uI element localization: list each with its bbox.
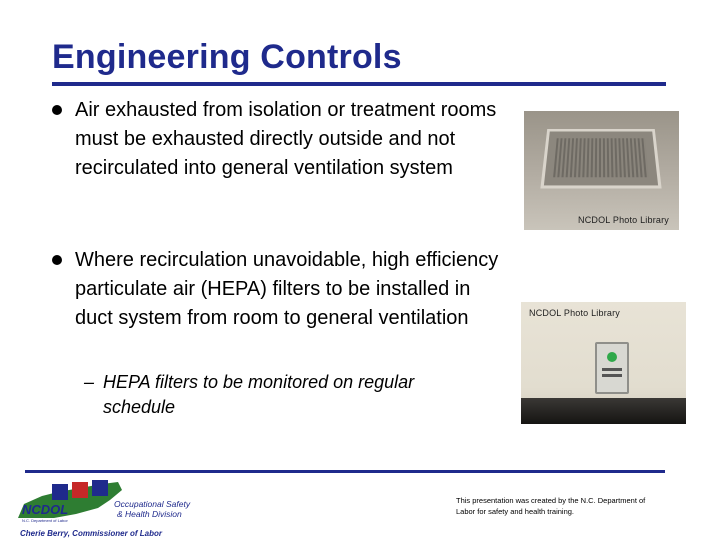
- svg-text:& Health Division: & Health Division: [117, 509, 182, 519]
- svg-text:N.C. Department of Labor: N.C. Department of Labor: [22, 518, 68, 523]
- bullet-2: [52, 246, 512, 333]
- photo-caption: NCDOL Photo Library: [529, 308, 621, 318]
- svg-text:NCDOL: NCDOL: [22, 502, 69, 517]
- photo-floor: [521, 398, 686, 424]
- svg-text:Cherie Berry, Commissioner of: Cherie Berry, Commissioner of Labor: [20, 529, 162, 538]
- switch-plate-photo: [521, 302, 686, 424]
- bullet-2-text: Where recirculation unavoidable, high efficiency particulate air (HEPA) filters to be installed in duct system from room to general ventilation: [75, 249, 499, 329]
- bullet-dot-icon: [52, 105, 62, 115]
- footer-rule: [25, 470, 665, 473]
- bullet-1-text: Air exhausted from isolation or treatment rooms must be exhausted directly outside and not recirculated into general ventilation system: [75, 99, 497, 179]
- sub-bullet-dash: –: [84, 372, 95, 392]
- footer-credit: This presentation was created by the N.C. Department of Labor for safety and health training.: [456, 496, 646, 516]
- title-underline: [52, 82, 666, 86]
- wall-switch-plate-icon: [595, 342, 629, 394]
- ncdol-logo: [14, 474, 204, 540]
- slide-title: Engineering Controls: [52, 38, 402, 76]
- ceiling-vent-photo: [524, 111, 679, 230]
- sub-bullet-text: HEPA filters to be monitored on regular schedule: [103, 372, 415, 417]
- svg-text:Occupational Safety: Occupational Safety: [114, 499, 191, 509]
- sub-bullet: [84, 370, 484, 420]
- bullet-dot-icon: [52, 255, 62, 265]
- ceiling-vent-icon: [540, 129, 661, 189]
- bullet-1: [52, 96, 512, 183]
- photo-caption: NCDOL Photo Library: [578, 215, 670, 225]
